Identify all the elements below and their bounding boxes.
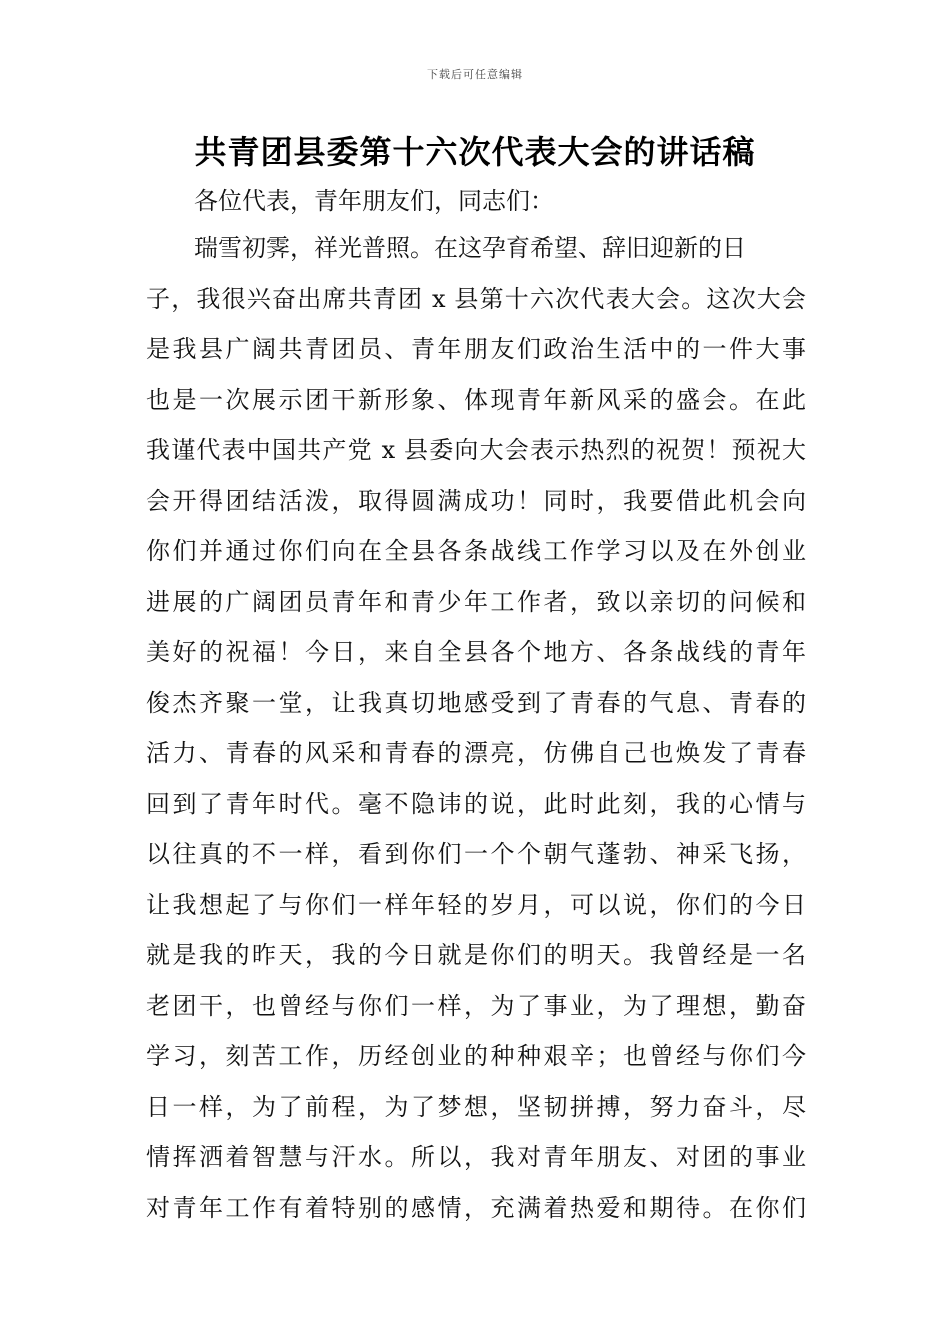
body-paragraph <box>146 228 806 1238</box>
body-line: 对青年工作有着特别的感情，充满着热爱和期待。在你们 <box>146 1193 806 1222</box>
body-line: 学习，刻苦工作，历经创业的种种艰辛；也曾经与你们今 <box>146 1042 806 1070</box>
body-line: 进展的广阔团员青年和青少年工作者，致以亲切的问候和 <box>146 587 806 616</box>
body-line: 你们并通过你们向在全县各条战线工作学习以及在外创业 <box>146 537 806 565</box>
body-line: 让我想起了与你们一样年轻的岁月，可以说，你们的今日 <box>146 890 806 919</box>
body-line: 我谨代表中国共产党 x 县委向大会表示热烈的祝贺！预祝大 <box>146 436 806 464</box>
body-line: 会开得团结活泼，取得圆满成功！同时，我要借此机会向 <box>146 486 806 515</box>
body-line: 俊杰齐聚一堂，让我真切地感受到了青春的气息、青春的 <box>146 688 806 717</box>
body-line: 就是我的昨天，我的今日就是你们的明天。我曾经是一名 <box>146 941 806 969</box>
body-line: 以往真的不一样，看到你们一个个朝气蓬勃、神采飞扬， <box>146 840 806 868</box>
body-line: 回到了青年时代。毫不隐讳的说，此时此刻，我的心情与 <box>146 789 806 818</box>
body-line: 情挥洒着智慧与汗水。所以，我对青年朋友、对团的事业 <box>146 1143 806 1171</box>
body-line: 子，我很兴奋出席共青团 x 县第十六次代表大会。这次大会 <box>146 284 806 313</box>
body-line: 活力、青春的风采和青春的漂亮，仿佛自己也焕发了青春 <box>146 739 806 767</box>
document-title: 共青团县委第十六次代表大会的讲话稿 <box>194 133 756 171</box>
body-line: 日一样，为了前程，为了梦想，坚韧拼搏，努力奋斗，尽 <box>146 1092 806 1121</box>
body-line: 也是一次展示团干新形象、体现青年新风采的盛会。在此 <box>146 385 806 414</box>
salutation: 各位代表，青年朋友们，同志们： <box>194 187 554 215</box>
body-line: 老团干，也曾经与你们一样，为了事业，为了理想，勤奋 <box>146 991 806 1020</box>
body-line: 是我县广阔共青团员、青年朋友们政治生活中的一件大事 <box>146 335 806 363</box>
body-line: 瑞雪初霁，祥光普照。在这孕育希望、辞旧迎新的日 <box>194 234 746 262</box>
header-note: 下载后可任意编辑 <box>427 68 523 81</box>
body-line: 美好的祝福！今日，来自全县各个地方、各条战线的青年 <box>146 638 806 666</box>
